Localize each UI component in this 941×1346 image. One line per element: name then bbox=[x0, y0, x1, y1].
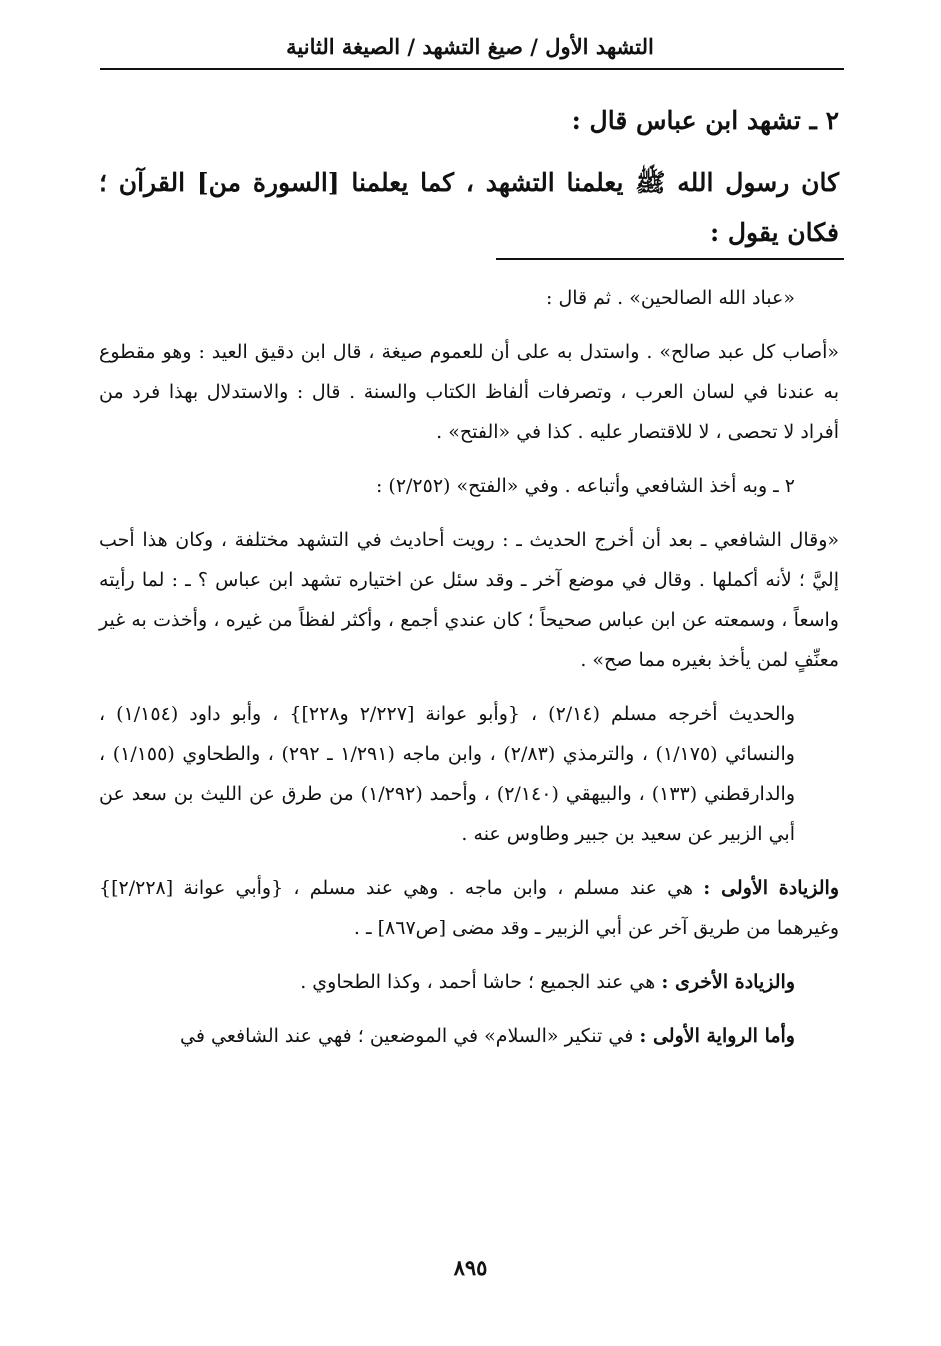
footnote-paragraph-5: والحديث أخرجه مسلم (٢/١٤) ، {وأبو عوانة [٢/٢٢٧ و٢٢٨]} ، وأبو داود (١/١٥٤) ، والنسائي (١/١٧٥) ، والترمذي (٢/٨٣) ، وابن ماجه (١/٢٩١ ـ ٢٩٢) ، والطحاوي (١/١٥٥) ، والدارقطني (١٣٣) ، والبيهقي (٢/١٤٠) ، وأحمد (١/٢٩٢) من طرق عن الليث بن سعد عن أبي الزبير عن سعيد بن جبير وطاوس عنه . bbox=[99, 703, 796, 845]
footnote-paragraph-1: «عباد الله الصالحين» . ثم قال : bbox=[546, 287, 795, 309]
page-number: ٨٩٥ bbox=[453, 1255, 488, 1280]
footnote-text-6: هي عند مسلم ، وابن ماجه . وهي عند مسلم ، {وأبي عوانة [٢/٢٢٨]} وغيرهما من طريق آخر عن أبي الزبير ـ وقد مضى [ص٨٦٧] ـ . bbox=[99, 877, 839, 939]
footnote-paragraph-6 bbox=[99, 868, 839, 948]
footnote-paragraph-7 bbox=[99, 962, 839, 1002]
hadith-text: كان رسول الله ﷺ يعلمنا التشهد ، كما يعلمنا [السورة من] القرآن ؛ فكان يقول : bbox=[99, 168, 839, 247]
footnote-text-7: هي عند الجميع ؛ حاشا أحمد ، وكذا الطحاوي . bbox=[300, 971, 662, 993]
footnotes bbox=[99, 278, 839, 1070]
footnote-lead-8: وأما الرواية الأولى : bbox=[639, 1025, 795, 1047]
footnote-paragraph-3: ٢ ـ وبه أخذ الشافعي وأتباعه . وفي «الفتح» (٢/٢٥٢) : bbox=[375, 475, 795, 497]
footnote-paragraph-2: «أصاب كل عبد صالح» . واستدل به على أن للعموم صيغة ، قال ابن دقيق العيد : وهو مقطوع به عندنا في لسان العرب ، وتصرفات ألفاظ الكتاب والسنة . قال : والاستدلال بهذا فرد من أفراد لا تحصى ، لا للاقتصار عليه . كذا في «الفتح» . bbox=[99, 341, 839, 443]
section-heading: ٢ ـ تشهد ابن عباس قال : bbox=[571, 106, 839, 135]
footnote-lead-6: والزيادة الأولى : bbox=[703, 877, 839, 899]
footnote-paragraph-8 bbox=[99, 1016, 839, 1056]
header-rule bbox=[100, 68, 844, 70]
running-head: التشهد الأول / صيغ التشهد / الصيغة الثانية bbox=[286, 34, 654, 59]
footnote-paragraph-4: «وقال الشافعي ـ بعد أن أخرج الحديث ـ : رويت أحاديث في التشهد مختلفة ، وكان هذا أحب إليَّ ؛ لأنه أكملها . وقال في موضع آخر ـ وقد سئل عن اختياره تشهد ابن عباس ؟ ـ : لما رأيته واسعاً ، وسمعته عن ابن عباس صحيحاً ؛ كان عندي أجمع ، وأكثر لفظاً من غيره ، وأخذت به غير معنِّفٍ لمن يأخذ بغيره مما صح» . bbox=[99, 529, 839, 671]
footnote-lead-7: والزيادة الأخرى : bbox=[661, 971, 795, 993]
main-text bbox=[99, 96, 839, 258]
footnote-text-8: في تنكير «السلام» في الموضعين ؛ فهي عند الشافعي في bbox=[180, 1025, 640, 1047]
footnote-separator bbox=[496, 258, 844, 260]
